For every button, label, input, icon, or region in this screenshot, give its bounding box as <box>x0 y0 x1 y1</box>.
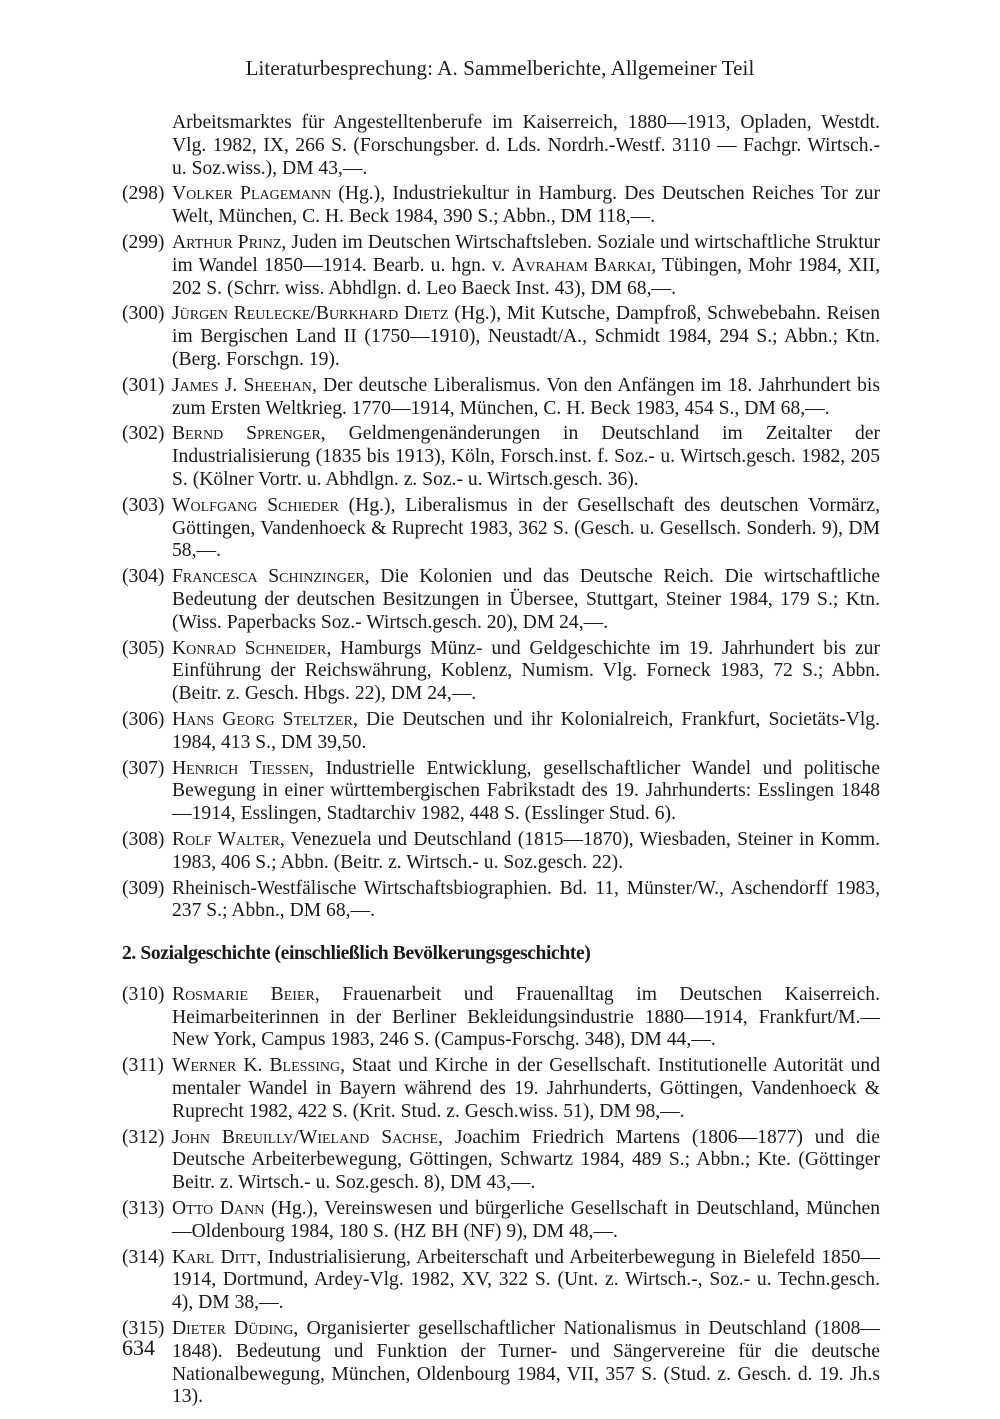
entry-text: (Hg.), Industriekultur in Hamburg. Des Deutschen Reiches Tor zur Welt, München, C. H. Beck 1984, 390 S.; Abbn., DM 118,—. <box>172 183 881 228</box>
entry-author: Arthur Prinz <box>172 231 282 253</box>
entry-list-economic-history <box>122 183 880 923</box>
bibliography-entry <box>122 1055 880 1123</box>
entry-number: (301) <box>122 374 165 396</box>
entry-text: , Der deutsche Liberalismus. Von den Anfängen im 18. Jahrhundert bis zum Ersten Weltkrieg. 1770—1914, München, C. H. Beck 1983, 454 S., DM 68,—. <box>172 374 880 419</box>
entry-author: Jürgen Reulecke/Burkhard Dietz <box>172 303 449 325</box>
entry-text: , Die Deutschen und ihr Kolonialreich, Frankfurt, Societäts-Vlg. 1984, 413 S., DM 39,50. <box>172 708 880 753</box>
bibliography-entry <box>122 1198 880 1244</box>
entry-number: (298) <box>122 183 165 205</box>
entry-author: Dieter Düding <box>172 1318 294 1340</box>
entry-author: Otto Dann <box>172 1198 265 1220</box>
entry-text: , Industrielle Entwicklung, gesellschaftlicher Wandel und politische Bewegung in einer württembergischen Fabrikstadt des 19. Jahrhunderts: Esslingen 1848—1914, Esslingen, Stadtarchiv 1982, 448 S. (Esslinger Stud. 6). <box>172 757 880 825</box>
entry-text: (Hg.), Vereinswesen und bürgerliche Gesellschaft in Deutschland, München—Oldenbourg 1984, 180 S. (HZ BH (NF) 9), DM 48,—. <box>172 1198 881 1242</box>
entry-number: (314) <box>122 1246 165 1268</box>
entry-author: Werner K. Blessing <box>172 1055 341 1077</box>
entry-number: (315) <box>122 1318 165 1340</box>
entry-author: Hans Georg Steltzer <box>172 708 353 730</box>
running-head: Literaturbesprechung: A. Sammelberichte, Allgemeiner Teil <box>245 56 755 80</box>
entry-author: Bernd Sprenger <box>172 423 321 445</box>
entry-author: John Breuilly/Wieland Sachse <box>172 1126 439 1148</box>
page-number: 634 <box>122 1335 155 1360</box>
bibliography-entry <box>122 1127 880 1195</box>
entry-number: (300) <box>122 303 165 325</box>
bibliography-entry <box>122 829 880 875</box>
entry-text: , Die Kolonien und das Deutsche Reich. Die wirtschaftliche Bedeutung der deutschen Besitzungen in Übersee, Stuttgart, Steiner 1984, 179 S.; Ktn. (Wiss. Paperbacks Soz.- Wirtsch.gesch. 20), DM 24,—. <box>172 566 881 633</box>
entry-text: Rheinisch-Westfälische Wirtschaftsbiographien. Bd. 11, Münster/W., Aschendorff 1983, 237 S.; Abbn., DM 68,—. <box>172 877 880 922</box>
bibliography-entry <box>122 495 880 563</box>
entry-author: Rosmarie Beier <box>172 983 315 1005</box>
entry-text: , Industrialisierung, Arbeiterschaft und Arbeiterbewegung in Bielefeld 1850—1914, Dortmund, Ardey-Vlg. 1982, XV, 322 S. (Unt. z. Wirtsch.-, Soz.- u. Techn.gesch. 4), DM 38,—. <box>172 1246 881 1314</box>
entry-number: (309) <box>122 877 165 899</box>
bibliography-entry <box>122 709 880 755</box>
entry-text: Arbeitsmarktes für Angestelltenberufe im Kaiserreich, 1880—1913, Opladen, Westdt. Vlg. 1982, IX, 266 S. (Forschungsber. d. Lds. Nordrh.-Westf. 3110 — Fachgr. Wirtsch.- u. Soz.wiss.), DM 43,—. <box>172 112 880 179</box>
entry-text: , Staat und Kirche in der Gesellschaft. Institutionelle Autorität und mentaler Wandel in Bayern während des 19. Jahrhunderts, Göttingen, Vandenhoeck & Ruprecht 1982, 422 S. (Krit. Stud. z. Gesch.wiss. 51), DM 98,—. <box>172 1055 880 1122</box>
entry-number: (312) <box>122 1126 165 1148</box>
bibliography-entry <box>122 638 880 706</box>
entry-text: , Organisierter gesellschaftlicher Nationalismus in Deutschland (1808—1848). Bedeutung und Funktion der Turner- und Sängervereine für die deutsche Nationalbewegung, München, Oldenbourg 1984, VII, 357 S. (Stud. z. Gesch. d. 19. Jh.s 13). <box>172 1318 880 1408</box>
section-heading: 2. Sozialgeschichte (einschließlich Bevölkerungsgeschichte) <box>122 943 591 965</box>
entry-author: Rolf Walter <box>172 828 280 850</box>
bibliography-entry <box>122 878 880 924</box>
entry-number: (311) <box>122 1055 164 1077</box>
entry-number: (307) <box>122 757 165 779</box>
bibliography-content <box>122 112 880 1412</box>
entry-author: Wolfgang Schieder <box>172 494 339 516</box>
entry-text: (Hg.), Mit Kutsche, Dampfroß, Schwebebahn. Reisen im Bergischen Land II (1750—1910), Neustadt/A., Schmidt 1984, 294 S.; Abbn.; Ktn. (Berg. Forschgn. 19). <box>172 303 880 370</box>
entry-number: (308) <box>122 828 165 850</box>
entry-list-social-history <box>122 984 880 1409</box>
entry-author: Konrad Schneider <box>172 637 327 659</box>
entry-text: , Frauenarbeit und Frauenalltag im Deutschen Kaiserreich. Heimarbeiterinnen in der Berliner Bekleidungsindustrie 1880—1914, Frankfurt/M.—New York, Campus 1983, 246 S. (Campus-Forschg. 348), DM 44,—. <box>172 983 880 1051</box>
entry-author: Francesca Schinzinger <box>172 566 365 588</box>
bibliography-entry <box>122 758 880 826</box>
entry-number: (313) <box>122 1198 165 1220</box>
entry-text: (Hg.), Liberalismus in der Gesellschaft des deutschen Vormärz, Göttingen, Vandenhoeck & Ruprecht 1983, 362 S. (Gesch. u. Gesellsch. Sonderh. 9), DM 58,—. <box>172 494 881 562</box>
bibliography-entry <box>122 303 880 371</box>
continued-entry <box>122 112 880 180</box>
bibliography-entry <box>122 183 880 229</box>
entry-text: , Joachim Friedrich Martens (1806—1877) und die Deutsche Arbeiterbewegung, Göttingen, Schwartz 1984, 489 S.; Abbn.; Kte. (Göttinger Beitr. z. Wirtsch.- u. Soz.gesch. 8), DM 43,—. <box>172 1126 880 1194</box>
bibliography-entry <box>122 375 880 421</box>
entry-author: Volker Plagemann <box>172 183 332 205</box>
entry-number: (302) <box>122 423 165 445</box>
entry-text: , Geldmengenänderungen in Deutschland im Zeitalter der Industrialisierung (1835 bis 1913), Köln, Forsch.inst. f. Soz.- u. Wirtsch.gesch. 1982, 205 S. (Kölner Vortr. u. Abhdlgn. z. Soz.- u. Wirtsch.gesch. 36). <box>172 423 880 490</box>
entry-number: (304) <box>122 566 165 588</box>
entry-number: (299) <box>122 231 165 253</box>
entry-text-continued: , Tübingen, Mohr 1984, XII, 202 S. (Schrr. wiss. Abhdlgn. d. Leo Baeck Inst. 43), DM 68,—. <box>172 254 880 299</box>
entry-number: (310) <box>122 983 165 1005</box>
entry-number: (305) <box>122 637 165 659</box>
bibliography-entry <box>122 1318 880 1409</box>
bibliography-entry <box>122 984 880 1052</box>
entry-text: , Venezuela und Deutschland (1815—1870), Wiesbaden, Steiner in Komm. 1983, 406 S.; Abbn. (Beitr. z. Wirtsch.- u. Soz.gesch. 22). <box>172 828 880 873</box>
entry-author: Karl Ditt <box>172 1246 257 1268</box>
entry-number: (303) <box>122 494 165 516</box>
bibliography-entry <box>122 423 880 491</box>
bibliography-entry <box>122 566 880 634</box>
bibliography-entry <box>122 1247 880 1315</box>
entry-number: (306) <box>122 708 165 730</box>
entry-text: , Juden im Deutschen Wirtschaftsleben. Soziale und wirtschaftliche Struktur im Wandel 1850—1914. Bearb. u. hgn. v. <box>172 231 880 276</box>
bibliography-entry <box>122 232 880 300</box>
entry-author: James J. Sheehan <box>172 374 312 396</box>
entry-text: , Hamburgs Münz- und Geldgeschichte im 19. Jahrhundert bis zur Einführung der Reichswährung, Koblenz, Numism. Vlg. Forneck 1983, 72 S.; Abbn. (Beitr. z. Gesch. Hbgs. 22), DM 24,—. <box>172 637 880 705</box>
entry-author: Henrich Tiessen <box>172 757 310 779</box>
entry-editor: Avraham Barkai <box>511 254 652 276</box>
